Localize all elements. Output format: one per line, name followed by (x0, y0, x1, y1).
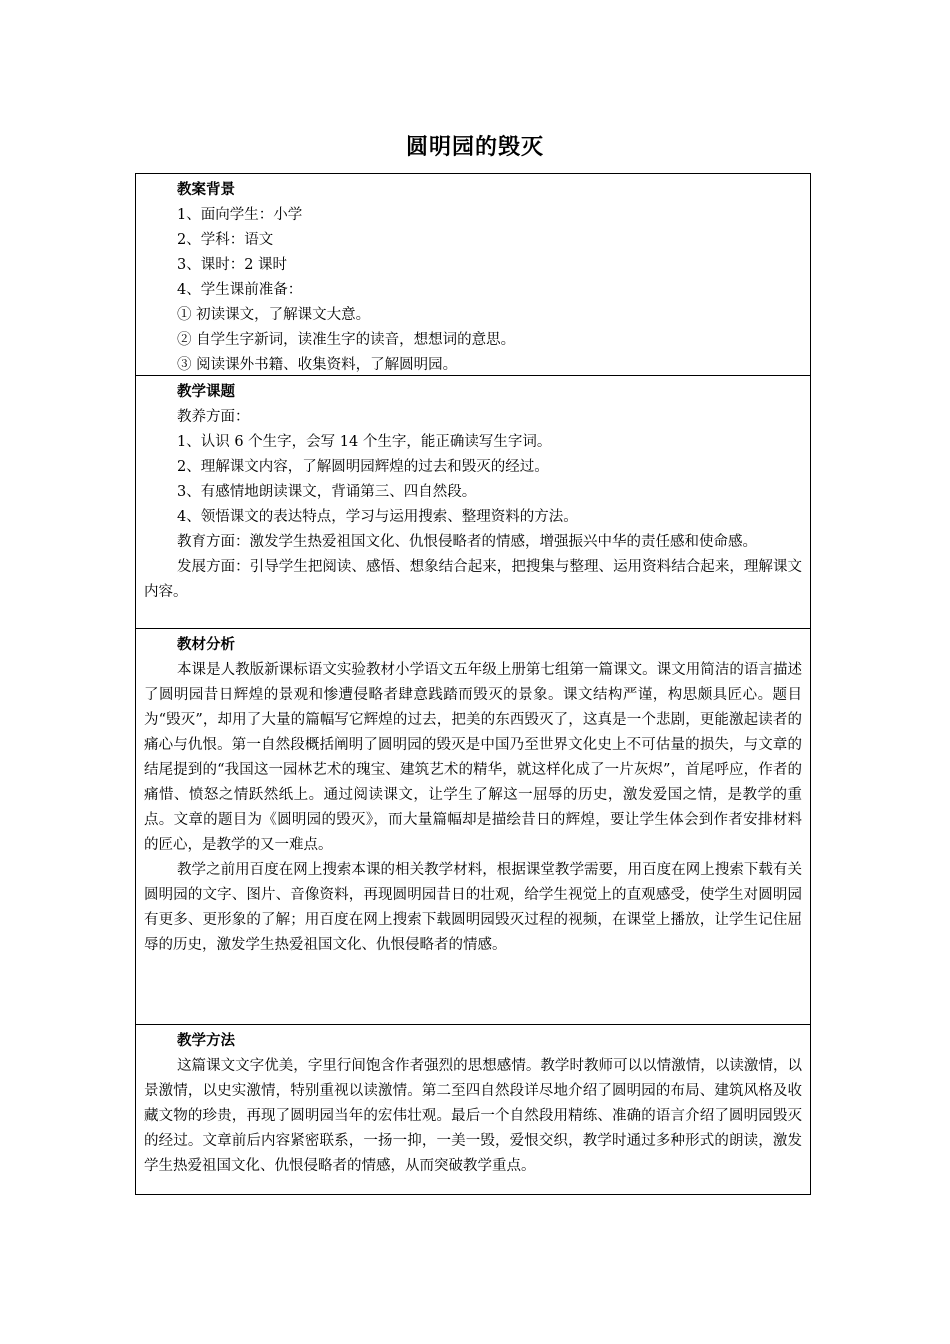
background-item: ③ 阅读课外书籍、收集资料，了解圆明园。 (177, 357, 458, 373)
background-item: 4、学生课前准备： (177, 282, 303, 298)
analysis-paragraph-1: 本课是人教版新课标语文实验教材小学语文五年级上册第七组第一篇课文。课文用简洁的语言描述了圆明园昔日辉煌的景观和惨遭侵略者肆意践踏而毁灭的景象。课文结构严谨，构思颇具匠心。题目为“毁灭”，却用了大量的篇幅写它辉煌的过去，把美的东西毁灭了，这真是一个悲剧，更能激起读者的痛心与仇恨。第一自然段概括阐明了圆明园的毁灭是中国乃至世界文化史上不可估量的损失，与文章的结尾提到的“我国这一园林艺术的瑰宝、建筑艺术的精华，就这样化成了一片灰烬”，首尾呼应，作者的痛惜、愤怒之情跃然纸上。通过阅读课文，让学生了解这一屈辱的历史，激发爱国之情，是教学的重点。文章的题目为《圆明园的毁灭》，而大量篇幅却是描绘昔日的辉煌，要让学生体会到作者安排材料的匠心，是教学的又一难点。 (144, 662, 802, 853)
background-item: 1、面向学生：小学 (177, 207, 303, 223)
background-item: 3、课时：2 课时 (177, 257, 288, 273)
topic-item: 1、认识 6 个生字，会写 14 个生字，能正确读写生字词。 (177, 434, 552, 450)
topic-item: 3、有感情地朗读课文，背诵第三、四自然段。 (177, 484, 477, 500)
topic-item: 教养方面： (177, 409, 250, 425)
topic-section (136, 375, 810, 628)
analysis-heading: 教材分析 (177, 637, 235, 653)
lesson-plan-table (135, 173, 811, 1195)
background-item: ② 自学生字新词，读准生字的读音，想想词的意思。 (177, 332, 516, 348)
analysis-paragraph-2: 教学之前用百度在网上搜索本课的相关教学材料，根据课堂教学需要，用百度在网上搜索下载有关圆明园的文字、图片、音像资料，再现圆明园昔日的壮观，给学生视觉上的直观感受，使学生对圆明园有更多、更形象的了解；用百度在网上搜索下载圆明园毁灭过程的视频，在课堂上播放，让学生记住屈辱的历史，激发学生热爱祖国文化、仇恨侵略者的情感。 (144, 862, 802, 953)
background-item: 2、学科：语文 (177, 232, 274, 248)
methods-heading: 教学方法 (177, 1033, 235, 1049)
development-paragraph: 发展方面：引导学生把阅读、感悟、想象结合起来，把搜集与整理、运用资料结合起来，理解课文内容。 (144, 559, 802, 600)
topic-heading: 教学课题 (177, 384, 235, 400)
methods-paragraph: 这篇课文文字优美，字里行间饱含作者强烈的思想感情。教学时教师可以以情激情，以读激情，以景激情，以史实激情，特别重视以读激情。第二至四自然段详尽地介绍了圆明园的布局、建筑风格及收藏文物的珍贵，再现了圆明园当年的宏伟壮观。最后一个自然段用精练、准确的语言介绍了圆明园毁灭的经过。文章前后内容紧密联系，一扬一抑，一美一毁，爱恨交织，教学时通过多种形式的朗读，激发学生热爱祖国文化、仇恨侵略者的情感，从而突破教学重点。 (144, 1058, 802, 1174)
background-item: ① 初读课文，了解课文大意。 (177, 307, 371, 323)
topic-item: 4、领悟课文的表达特点，学习与运用搜索、整理资料的方法。 (177, 509, 578, 525)
background-heading: 教案背景 (177, 182, 235, 198)
background-section (136, 174, 810, 375)
page-title: 圆明园的毁灭 (405, 135, 544, 160)
methods-section (136, 1024, 810, 1194)
education-paragraph: 教育方面：激发学生热爱祖国文化、仇恨侵略者的情感，增强振兴中华的责任感和使命感。 (177, 534, 757, 550)
topic-item: 2、理解课文内容，了解圆明园辉煌的过去和毁灭的经过。 (177, 459, 549, 475)
analysis-section (136, 628, 810, 1024)
